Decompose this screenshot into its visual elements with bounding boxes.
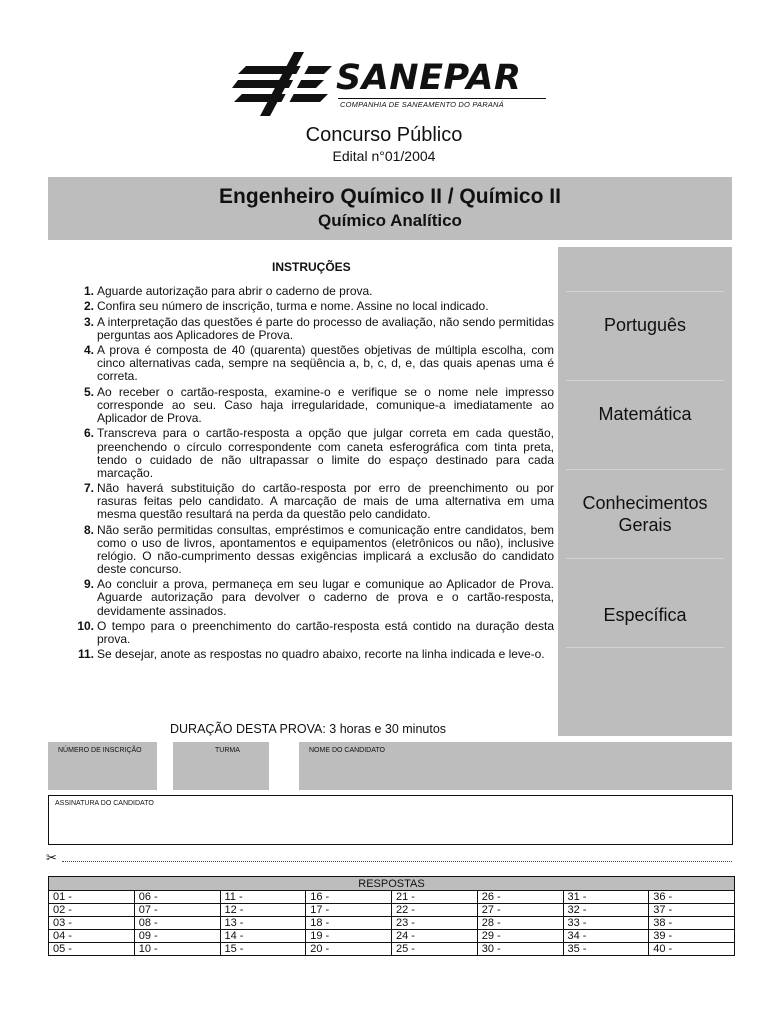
instruction-item xyxy=(70,386,554,425)
dotted-line xyxy=(62,861,732,862)
instruction-item xyxy=(70,300,554,313)
instruction-item xyxy=(70,620,554,646)
instruction-text: A prova é composta de 40 (quarenta) questões objetivas de múltipla escolha, com cinco alternativas cada, sempre na seqüência a, b, c, d, e, das quais apenas uma é correta. xyxy=(97,343,554,384)
instruction-item xyxy=(70,344,554,383)
answer-cell[interactable]: 15 - xyxy=(220,943,306,956)
subject-matematica: Matemática xyxy=(598,404,692,424)
instruction-item xyxy=(70,316,554,342)
instruction-text: Se desejar, anote as respostas no quadro abaixo, recorte na linha indicada e leve-o. xyxy=(97,647,545,662)
answer-cell[interactable]: 22 - xyxy=(392,904,478,917)
assinatura-label: ASSINATURA DO CANDIDATO xyxy=(55,800,154,807)
exam-duration: DURAÇÃO DESTA PROVA: 3 horas e 30 minutos xyxy=(170,722,447,736)
answer-cell[interactable]: 18 - xyxy=(306,917,392,930)
instruction-number: 8. xyxy=(83,522,94,537)
answers-row xyxy=(49,904,735,917)
instruction-number: 9. xyxy=(83,577,94,592)
logo-underline xyxy=(338,98,546,99)
instructions-list xyxy=(70,285,554,664)
answer-cell[interactable]: 28 - xyxy=(477,917,563,930)
logo-subtitle: COMPANHIA DE SANEAMENTO DO PARANÁ xyxy=(340,100,504,109)
instruction-text: A interpretação das questões é parte do processo de avaliação, não sendo permitidas perguntas aos Aplicadores de Prova. xyxy=(97,314,554,342)
answer-cell[interactable]: 19 - xyxy=(306,930,392,943)
inscricao-label: NÚMERO DE INSCRIÇÃO xyxy=(58,747,142,754)
subject-divider xyxy=(566,558,724,559)
answer-cell[interactable]: 14 - xyxy=(220,930,306,943)
instruction-text: Não serão permitidas consultas, empréstimos e comunicação entre candidatos, bem como o uso de livros, apontamentos e equipamentos (eletrônicos ou não), inclusive relógio. O não-cumprimento dessas exigências implicará a exclusão do candidato deste concurso. xyxy=(97,522,554,576)
instruction-number: 4. xyxy=(83,343,94,358)
cut-line xyxy=(46,852,734,866)
scissors-icon: ✂ xyxy=(46,850,57,865)
answer-cell[interactable]: 23 - xyxy=(392,917,478,930)
instruction-text: Ao concluir a prova, permaneça em seu lugar e comunique ao Aplicador de Prova. Aguarde autorização para devolver o caderno de prova e o cartão-resposta, devidamente assinados. xyxy=(97,577,554,618)
answer-cell[interactable]: 11 - xyxy=(220,891,306,904)
answer-cell[interactable]: 30 - xyxy=(477,943,563,956)
answer-cell[interactable]: 34 - xyxy=(563,930,649,943)
answer-cell[interactable]: 17 - xyxy=(306,904,392,917)
nome-label: NOME DO CANDIDATO xyxy=(309,747,385,754)
assinatura-field[interactable] xyxy=(48,795,733,845)
answer-cell[interactable]: 08 - xyxy=(134,917,220,930)
instruction-text: Confira seu número de inscrição, turma e nome. Assine no local indicado. xyxy=(97,299,489,314)
edital-number: Edital n°01/2004 xyxy=(332,148,436,164)
answer-cell[interactable]: 37 - xyxy=(649,904,735,917)
instruction-number: 5. xyxy=(83,384,94,399)
answers-row xyxy=(49,943,735,956)
instruction-item xyxy=(70,524,554,576)
instruction-text: Transcreva para o cartão-resposta a opção que julgar correta em cada questão, preenchendo o círculo correspondente com caneta esferográfica com tinta preta, tendo o cuidado de não ultrapassar o limite do espaço destinado para cada marcação. xyxy=(97,426,554,480)
answer-cell[interactable]: 02 - xyxy=(49,904,135,917)
subject-divider xyxy=(566,469,724,470)
subject-especifica: Específica xyxy=(603,605,687,625)
instruction-item xyxy=(70,285,554,298)
answer-cell[interactable]: 20 - xyxy=(306,943,392,956)
answer-cell[interactable]: 07 - xyxy=(134,904,220,917)
answer-cell[interactable]: 10 - xyxy=(134,943,220,956)
subject-portugues: Português xyxy=(603,315,687,335)
instruction-text: Não haverá substituição do cartão-resposta por erro de preenchimento ou por rasuras feitas pelo candidato. A marcação de mais de uma alternativa em uma mesma questão resultará na perda da questão pelo candidato. xyxy=(97,481,554,522)
answer-cell[interactable]: 16 - xyxy=(306,891,392,904)
answer-cell[interactable]: 03 - xyxy=(49,917,135,930)
instruction-text: Aguarde autorização para abrir o caderno de prova. xyxy=(97,284,373,298)
subject-conhecimentos-gerais: Conhecimentos Gerais xyxy=(582,493,708,535)
answers-table xyxy=(48,876,735,956)
answer-cell[interactable]: 36 - xyxy=(649,891,735,904)
answers-row xyxy=(49,930,735,943)
instruction-number: 10. xyxy=(77,618,94,633)
answer-cell[interactable]: 39 - xyxy=(649,930,735,943)
instructions-heading: INSTRUÇÕES xyxy=(272,260,351,274)
answer-cell[interactable]: 38 - xyxy=(649,917,735,930)
instruction-text: Ao receber o cartão-resposta, examine-o e verifique se o nome nele impresso corresponde ao seu. Caso haja irregularidade, comunique-a imediatamente ao Aplicador de Prova. xyxy=(97,384,554,426)
instruction-number: 11. xyxy=(77,647,94,662)
answer-cell[interactable]: 26 - xyxy=(477,891,563,904)
turma-label: TURMA xyxy=(215,747,240,754)
instruction-text: O tempo para o preenchimento do cartão-resposta está contido na duração desta prova. xyxy=(97,618,554,647)
answer-cell[interactable]: 04 - xyxy=(49,930,135,943)
answer-cell[interactable]: 33 - xyxy=(563,917,649,930)
instruction-number: 2. xyxy=(83,299,94,314)
answer-cell[interactable]: 40 - xyxy=(649,943,735,956)
instruction-number: 1. xyxy=(83,284,94,298)
answers-heading: RESPOSTAS xyxy=(49,877,735,891)
exam-title: Engenheiro Químico II / Químico II xyxy=(219,185,561,208)
answer-cell[interactable]: 27 - xyxy=(477,904,563,917)
answer-cell[interactable]: 06 - xyxy=(134,891,220,904)
answer-cell[interactable]: 12 - xyxy=(220,904,306,917)
instruction-item xyxy=(70,427,554,479)
answer-cell[interactable]: 29 - xyxy=(477,930,563,943)
answer-cell[interactable]: 32 - xyxy=(563,904,649,917)
subject-divider xyxy=(566,380,724,381)
answer-cell[interactable]: 24 - xyxy=(392,930,478,943)
subject-divider xyxy=(566,647,724,648)
answer-cell[interactable]: 09 - xyxy=(134,930,220,943)
inscricao-field[interactable] xyxy=(48,742,157,790)
subjects-panel xyxy=(558,247,732,736)
logo-wordmark: SANEPAR xyxy=(336,58,522,98)
answer-cell[interactable]: 31 - xyxy=(563,891,649,904)
answer-cell[interactable]: 05 - xyxy=(49,943,135,956)
exam-title-box xyxy=(48,177,732,240)
subject-divider xyxy=(566,291,724,292)
answer-cell[interactable]: 35 - xyxy=(563,943,649,956)
instruction-item xyxy=(70,482,554,521)
instruction-item xyxy=(70,648,554,661)
exam-subtitle: Químico Analítico xyxy=(318,211,462,230)
instruction-number: 7. xyxy=(83,481,94,496)
answer-cell[interactable]: 21 - xyxy=(392,891,478,904)
answer-cell[interactable]: 01 - xyxy=(49,891,135,904)
sanepar-logo-mark-icon xyxy=(232,52,334,116)
turma-field[interactable] xyxy=(173,742,269,790)
answer-cell[interactable]: 25 - xyxy=(392,943,478,956)
instruction-number: 6. xyxy=(83,426,94,441)
nome-field[interactable] xyxy=(299,742,732,790)
instruction-number: 3. xyxy=(83,314,94,329)
answers-row xyxy=(49,917,735,930)
sanepar-logo xyxy=(232,50,552,116)
concurso-heading: Concurso Público xyxy=(305,124,463,146)
answers-row xyxy=(49,891,735,904)
instruction-item xyxy=(70,578,554,617)
answer-cell[interactable]: 13 - xyxy=(220,917,306,930)
